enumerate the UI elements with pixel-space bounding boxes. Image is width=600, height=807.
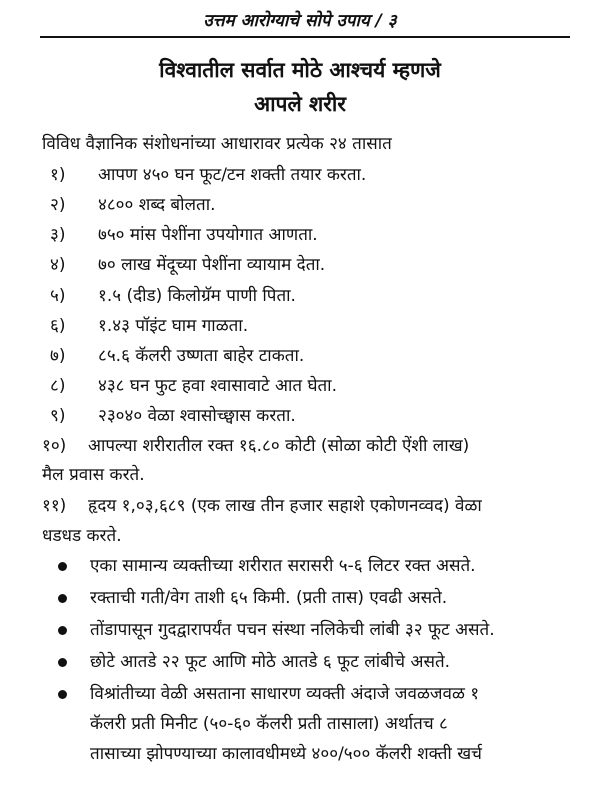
item-text: ४३८ घन फुट हवा श्वासावाटे आत घेता. [98, 376, 337, 396]
item-text: ७५० मांस पेशींना उपयोगात आणता. [98, 225, 318, 245]
item-number: २) [50, 195, 66, 215]
item-continuation: मैल प्रवास करते. [42, 465, 145, 485]
item-text: ८५.६ कॅलरी उष्णता बाहेर टाकता. [98, 346, 305, 366]
item-text: आपण ४५० घन फूट/टन शक्ती तयार करता. [98, 165, 367, 185]
page-title-line-2: आपले शरीर [254, 92, 346, 116]
list-item [50, 162, 366, 185]
item-number: ६) [50, 316, 66, 336]
item-continuation: धडधड करते. [42, 526, 122, 546]
item-number: ७) [50, 346, 66, 366]
list-item [42, 433, 469, 456]
item-text: १.५ (दीड) किलोग्रॅम पाणी पिता. [98, 286, 296, 306]
bullet-icon [58, 562, 67, 571]
item-number: ११) [42, 496, 67, 516]
bullet-text: तोंडापासून गुदद्वारापर्यंत पचन संस्था नलिकेची लांबी ३२ फूट असते. [90, 620, 495, 640]
list-item [50, 373, 337, 396]
list-item [50, 313, 248, 336]
item-number: ८) [50, 376, 66, 396]
bullet-icon [58, 690, 67, 699]
list-item [50, 343, 304, 366]
bullet-text: छोटे आतडे २२ फूट आणि मोठे आतडे ६ फूट लांबीचे असते. [90, 652, 451, 672]
item-text: १.४३ पॉइंट घाम गाळता. [98, 316, 249, 336]
item-number: १) [50, 165, 66, 185]
bullet-icon [58, 658, 67, 667]
intro-text: विविध वैज्ञानिक संशोधनांच्या आधारावर प्रत्येक २४ तासात [42, 134, 392, 154]
item-text: हृदय १,०३,६८९ (एक लाख तीन हजार सहाशे एकोणनव्वद) वेळा [88, 496, 482, 516]
list-item [50, 192, 216, 215]
bullet-text-continuation: कॅलरी प्रती मिनीट (५०-६० कॅलरी प्रती तासाला) अर्थातच ८ [90, 714, 448, 734]
bullet-icon [58, 626, 67, 635]
item-text: ४८०० शब्द बोलता. [98, 195, 216, 215]
item-text: २३०४० वेळा श्वासोच्छ्वास करता. [98, 406, 296, 426]
bullet-text: विश्रांतीच्या वेळी असताना साधारण व्यक्ती अंदाजे जवळजवळ १ [90, 684, 480, 704]
list-item [42, 493, 482, 516]
item-number: ३) [50, 225, 66, 245]
bullet-text-continuation: तासाच्या झोपण्याच्या कालावधीमध्ये ४००/५०० कॅलरी शक्ती खर्च [90, 744, 482, 764]
item-number: ४) [50, 255, 66, 275]
bullet-text: रक्ताची गती/वेग ताशी ६५ किमी. (प्रती तास) एवढी असते. [90, 588, 448, 608]
bullet-icon [58, 594, 67, 603]
item-number: १०) [42, 436, 67, 456]
header-divider [40, 36, 570, 38]
item-number: ९) [50, 406, 66, 426]
item-text: ७० लाख मेंदूच्या पेशींना व्यायाम देता. [98, 255, 326, 275]
list-item [50, 252, 325, 275]
list-item [50, 222, 318, 245]
list-item [50, 283, 296, 306]
running-header: उत्तम आरोग्याचे सोपे उपाय / ३ [203, 11, 397, 31]
list-item [50, 403, 296, 426]
page-title-line-1: विश्वातील सर्वात मोठे आश्चर्य म्हणजे [159, 58, 441, 82]
item-text: आपल्या शरीरातील रक्त १६.८० कोटी (सोळा कोटी ऐंशी लाख) [88, 436, 470, 456]
item-number: ५) [50, 286, 66, 306]
bullet-text: एका सामान्य व्यक्तीच्या शरीरात सरासरी ५-६ लिटर रक्त असते. [90, 556, 476, 576]
